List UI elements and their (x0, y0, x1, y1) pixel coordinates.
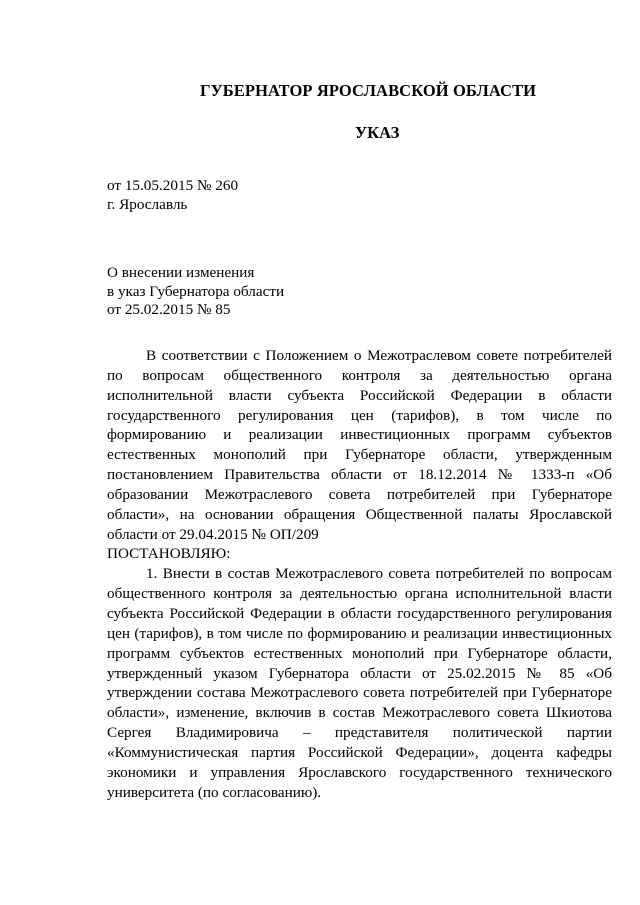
preamble-paragraph: В соответствии с Положением о Межотраслевом совете потребителей по вопросам общественного контроля за деятельностью органа исполнительной власти субъекта Российской Федерации в области государственного регулирования цен (тарифов), в том числе по формированию и реализации инвестиционных программ субъектов естественных монополий при Губернаторе области, утвержденным постановлением Правительства области от 18.12.2014 № 1333-п «Об образовании Межотраслевого совета потребителей при Губернаторе области», на основании обращения Общественной палаты Ярославской области от 29.04.2015 № ОП/209 (107, 347, 612, 543)
issuing-authority-heading: ГУБЕРНАТОР ЯРОСЛАВСКОЙ ОБЛАСТИ (200, 81, 537, 100)
document-body (107, 346, 612, 802)
date-number-line: от 15.05.2015 № 260 (107, 177, 239, 194)
subject-line-2: в указ Губернатора области (107, 283, 285, 300)
item-1-paragraph: 1. Внести в состав Межотраслевого совета потребителей по вопросам общественного контроля за деятельностью органа исполнительной власти субъекта Российской Федерации в области государственного регулирования цен (тарифов), в том числе по формированию и реализации инвестиционных программ субъектов естественных монополий при Губернаторе области, утвержденный указом Губернатора области от 25.02.2015 № 85 «Об утверждении состава Межотраслевого совета потребителей при Губернаторе области», изменение, включив в состав Межотраслевого совета Шкиотова Сергея Владимировича – представителя политической партии «Коммунистическая партия Российской Федерации», доцента кафедры экономики и управления Ярославского государственного технического университета (по согласованию). (107, 565, 612, 801)
subject-line-3: от 25.02.2015 № 85 (107, 301, 231, 318)
document-type-heading: УКАЗ (355, 123, 400, 142)
subject-line-1: О внесении изменения (107, 264, 255, 281)
decree-word: ПОСТАНОВЛЯЮ: (107, 545, 231, 563)
city-line: г. Ярославль (107, 196, 188, 213)
